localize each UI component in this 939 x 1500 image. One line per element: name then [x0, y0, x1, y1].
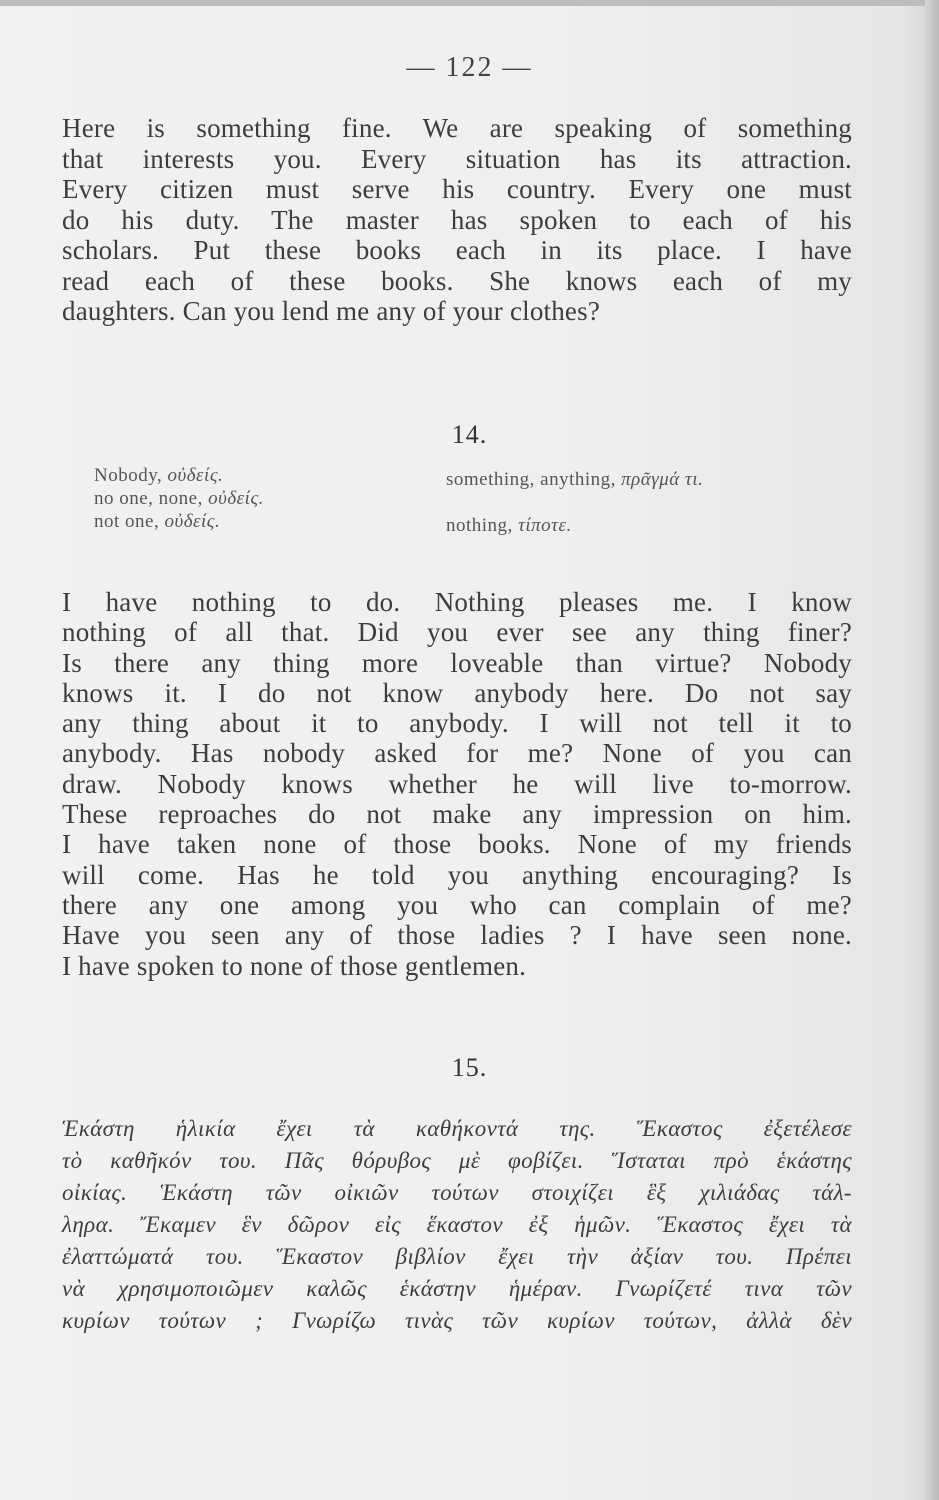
vocab-greek: πρᾶγμά τι. [621, 469, 704, 490]
text-line: Here is something fine. We are speaking of something [62, 113, 852, 143]
page-number: — 122 — [406, 52, 533, 83]
vocab-greek: οὐδείς. [167, 465, 224, 486]
section-15-heading: 15. [451, 1053, 488, 1082]
page-binding-edge [925, 0, 939, 1500]
vocab-entry [446, 514, 703, 537]
text-line: τὸ καθῆκόν του. Πᾶς θόρυβος μὲ φοβίζει. Ἵσταται πρὸ ἑκάστης [62, 1148, 852, 1173]
text-line: there any one among you who can complain of me? [62, 889, 852, 920]
text-line: I have spoken to none of those gentlemen. [62, 950, 527, 981]
text-line: anybody. Has nobody asked for me? None of you can [62, 738, 852, 769]
vocabulary-list-right [446, 468, 703, 537]
vocab-english: no one, none, [94, 488, 203, 509]
text-line: will come. Has he told you anything encouraging? Is [62, 859, 852, 890]
text-line: nothing of all that. Did you ever see any thing finer? [62, 617, 852, 648]
section-13-paragraph [62, 113, 852, 327]
vocab-entry [94, 510, 264, 533]
text-line: scholars. Put these books each in its place. I have [62, 235, 852, 265]
text-line: Every citizen must serve his country. Every one must [62, 174, 852, 204]
text-line: daughters. Can you lend me any of your clothes? [62, 296, 601, 326]
text-line: Have you seen any of those ladies ? I have seen none. [62, 920, 852, 951]
text-line: I have nothing to do. Nothing pleases me. I know [62, 587, 852, 617]
section-14-paragraph [62, 587, 852, 981]
text-line: I have taken none of those books. None of my friends [62, 829, 852, 860]
vocabulary-list-left [94, 464, 264, 533]
vocab-entry [94, 464, 264, 487]
text-line: κυρίων τούτων ; Γνωρίζω τινὰς τῶν κυρίων τούτων, ἀλλὰ δὲν [62, 1308, 852, 1333]
vocab-entry [446, 468, 703, 491]
text-line: any thing about it to anybody. I will not tell it to [62, 708, 852, 739]
vocab-greek: οὐδείς. [164, 511, 221, 532]
vocab-spacer [446, 491, 703, 514]
vocab-english: Nobody, [94, 465, 163, 486]
text-line: ἐλαττώματά του. Ἕκαστον βιβλίον ἔχει τὴν ἀξίαν του. Πρέπει [62, 1244, 852, 1269]
vocab-english: something, anything, [446, 469, 616, 490]
text-line: Is there any thing more loveable than virtue? Nobody [62, 647, 852, 678]
text-line: ληρα. Ἔκαμεν ἓν δῶρον εἰς ἕκαστον ἐξ ἡμῶν. Ἕκαστος ἔχει τὰ [62, 1212, 852, 1237]
text-line: οἰκίας. Ἑκάστη τῶν οἰκιῶν τούτων στοιχίζει ἓξ χιλιάδας τάλ- [62, 1180, 852, 1205]
text-line: knows it. I do not know anybody here. Do not say [62, 677, 852, 708]
vocab-greek: τίποτε. [518, 515, 572, 536]
text-line: that interests you. Every situation has its attraction. [62, 143, 852, 174]
section-15-paragraph [62, 1113, 852, 1337]
text-line: read each of these books. She knows each of my [62, 265, 852, 296]
text-line: draw. Nobody knows whether he will live to-morrow. [62, 768, 852, 799]
text-line: νὰ χρησιμοποιῶμεν καλῶς ἑκάστην ἡμέραν. Γνωρίζετέ τινα τῶν [62, 1276, 852, 1301]
text-line: These reproaches do not make any impression on him. [62, 799, 852, 830]
text-line: Ἑκάστη ἡλικία ἔχει τὰ καθήκοντά της. Ἕκαστος ἐξετέλεσε [62, 1116, 852, 1141]
text-line: do his duty. The master has spoken to each of his [62, 204, 852, 235]
vocab-greek: οὐδείς. [208, 488, 264, 509]
section-14-heading: 14. [451, 420, 488, 449]
vocab-entry [94, 487, 264, 510]
vocab-english: not one, [94, 511, 160, 532]
page-top-edge [0, 0, 939, 6]
vocab-english: nothing, [446, 515, 513, 536]
